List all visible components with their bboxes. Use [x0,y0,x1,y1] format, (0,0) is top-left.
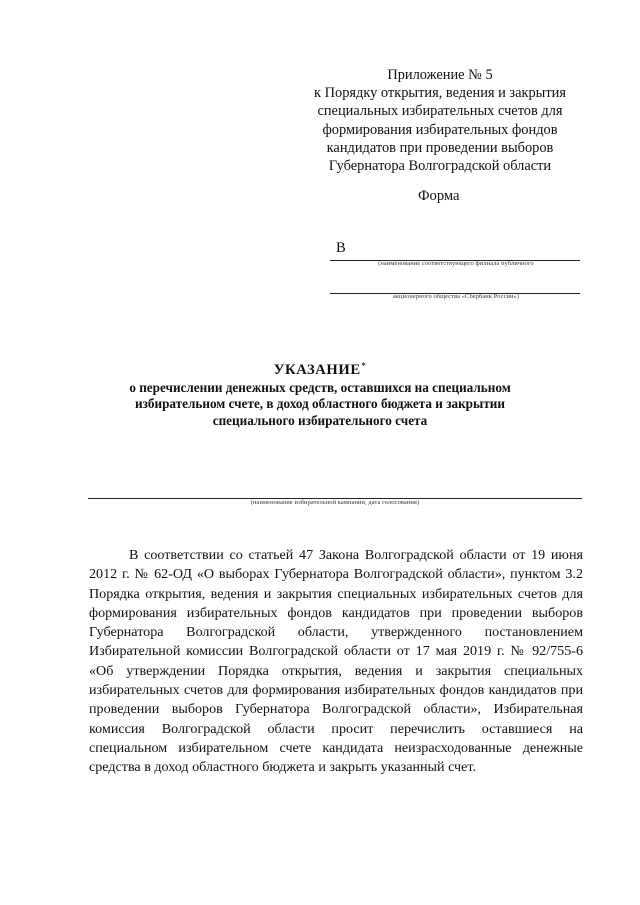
campaign-caption: (наименование избирательной кампании, дата голосования) [250,499,420,506]
addressee-prefix: В [336,240,346,256]
body-paragraph: В соответствии со статьей 47 Закона Волгоградской области от 19 июня 2012 г. № 62-ОД «О выборах Губернатора Волгоградской области», пунктом 3.2 Порядка открытия, ведения и закрытия специальных избирательных счетов для формирования избирательных фондов кандидатов при проведении выборов Губернатора Волгоградской области, утвержденного постановлением Избирательной комиссии Волгоградской области от 17 мая 2019 г. № 92/755-6 «Об утверждении Порядка открытия, ведения и закрытия специальных избирательных счетов для формирования избирательных фондов кандидатов при проведении выборов Губернатора Волгоградской области», Избирательная комиссия Волгоградской области просит перечислить оставшиеся на специальном избирательном счете кандидата неизрасходованные денежные средства в доход областного бюджета и закрыть указанный счет. [89,547,583,776]
appendix-line: формирования избирательных фондов [322,121,558,138]
document-title-block [100,356,540,429]
appendix-line: специальных избирательных счетов для [317,103,563,120]
footnote-mark: * [361,361,367,370]
appendix-header [300,66,580,175]
appendix-line: Приложение № 5 [387,67,493,83]
document-title [100,356,540,380]
document-subtitle-line: о перечислении денежных средств, оставшихся на специальном [129,380,511,395]
appendix-line: к Порядку открытия, ведения и закрытия [314,85,566,102]
document-title-text: УКАЗАНИЕ [273,362,361,378]
appendix-line: Губернатора Волгоградской области [328,158,552,175]
addressee-caption-2: акционерного общества «Сбербанк России») [392,293,520,300]
campaign-block [88,490,582,520]
addressee-caption-1: (наименование соответствующего филиала публичного [378,260,534,267]
document-subtitle-line: избирательном счете, в доход областного бюджета и закрытии [134,396,505,412]
document-subtitle-line: специального избирательного счета [212,412,428,428]
form-label: Форма [418,188,460,204]
appendix-line: кандидатов при проведении выборов [326,139,554,156]
